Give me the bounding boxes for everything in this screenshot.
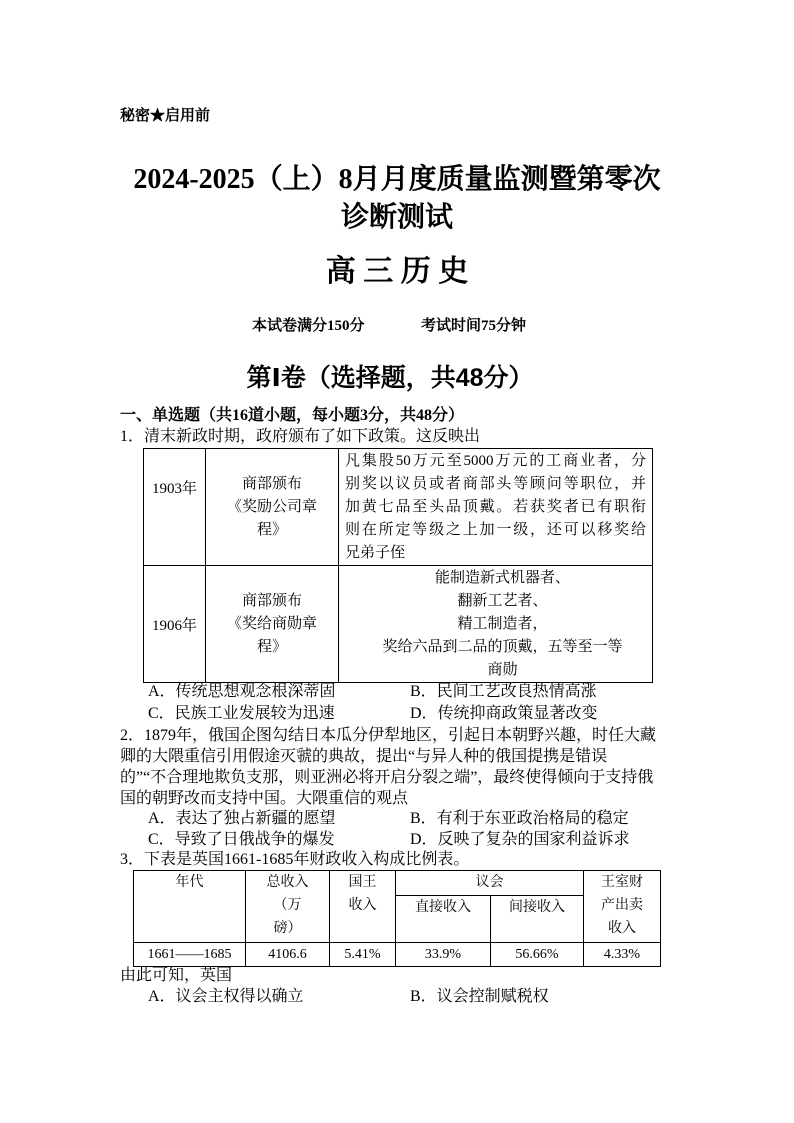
table-header-row (134, 871, 661, 896)
header-crown-sales (584, 871, 661, 943)
cell-crown-sales: 4.33% (584, 943, 661, 967)
policy-line: 商部颁布 (241, 592, 302, 609)
q1-option-a: A．传统思想观念根深蒂固 (148, 683, 336, 700)
q2-option-d: D．反映了复杂的国家利益诉求 (410, 831, 630, 848)
table-row (144, 449, 653, 566)
section-title: 第Ⅰ卷（选择题，共48分） (246, 364, 534, 392)
q2-option-b: B．有利于东亚政治格局的稳定 (410, 810, 629, 827)
exam-title-line-1: 2024-2025（上）8月月度质量监测暨第零次 (133, 164, 661, 195)
policy-cell (206, 449, 339, 566)
cell-total: 4106.6 (246, 943, 330, 967)
q1-option-d: D．传统抑商政策显著改变 (410, 705, 598, 722)
q2-option-a: A．表达了独占新疆的愿望 (148, 810, 336, 827)
content-line: 则在所定等级之上加一级，还可以移奖给 (345, 521, 646, 538)
header-line: 总收入 (266, 875, 309, 890)
full-score-info: 本试卷满分150分 (252, 318, 365, 334)
header-line: 王室财 (601, 875, 643, 890)
content-line: 凡集股50万元至5000万元的工商业者，分 (345, 452, 646, 469)
header-king (330, 871, 396, 943)
table-row (144, 566, 653, 683)
year-cell (144, 566, 206, 683)
q1-option-c: C．民族工业发展较为迅速 (148, 705, 335, 722)
content-line: 别奖以议员或者商部头等顾问等职位，并 (345, 475, 646, 492)
revenue-table (133, 870, 661, 967)
content-cell (339, 449, 653, 566)
header-line: 收入 (348, 898, 377, 913)
policy-line: 商部颁布 (241, 475, 302, 492)
header-line: 收入 (608, 921, 636, 936)
table-row (134, 943, 661, 967)
header-line: 磅） (273, 921, 302, 936)
content-line: 能制造新式机器者、 (434, 569, 570, 586)
header-line: （万 (273, 898, 302, 913)
content-line: 翻新工艺者、 (457, 592, 548, 609)
year-text: 1906年 (151, 617, 197, 634)
part-heading: 一、单选题（共16道小题，每小题3分，共48分） (120, 407, 465, 424)
year-cell (144, 449, 206, 566)
q1-option-b: B．民间工艺改良热情高涨 (410, 683, 597, 700)
q3-option-a: A．议会主权得以确立 (148, 988, 304, 1005)
header-line: 国王 (348, 875, 377, 890)
header-indirect: 间接收入 (491, 896, 584, 943)
confidential-mark: 秘密★启用前 (120, 108, 211, 124)
policy-line: 程》 (256, 521, 287, 538)
policy-line: 《奖励公司章 (226, 498, 317, 515)
cell-indirect: 56.66% (491, 943, 584, 967)
cell-period: 1661——1685 (134, 943, 246, 967)
content-line: 加黄七品至头品顶戴。若获奖者已有职衔 (345, 498, 646, 515)
question-2-stem-line: 2．1879年，俄国企图勾结日本瓜分伊犁地区，引起日本朝野兴趣，时任大藏 (120, 727, 657, 744)
header-line: 产出卖 (601, 898, 643, 913)
question-2-stem-line: 卿的大隈重信引用假途灭虢的典故，提出“与异人种的俄国提携是错误 (120, 748, 608, 765)
header-direct: 直接收入 (396, 896, 491, 943)
cell-direct: 33.9% (396, 943, 491, 967)
header-parliament: 议会 (396, 871, 584, 896)
question-2-stem-line: 的”“不合理地欺负支那，则亚洲必将开启分裂之端”，最终使得倾向于支持俄 (120, 769, 654, 786)
question-1-stem: 1．清末新政时期，政府颁布了如下政策。这反映出 (120, 428, 481, 445)
q2-option-c: C．导致了日俄战争的爆发 (148, 831, 335, 848)
header-period: 年代 (134, 871, 246, 943)
content-line: 精工制造者， (457, 615, 548, 632)
exam-title-line-2: 诊断测试 (340, 202, 453, 233)
content-line: 奖给六品到二品的顶戴，五等至一等 (382, 638, 623, 655)
policy-table (143, 448, 653, 683)
question-3-conclusion: 由此可知，英国 (120, 967, 233, 984)
policy-line: 《奖给商勋章 (226, 615, 317, 632)
policy-cell (206, 566, 339, 683)
content-line: 兄弟子侄 (345, 544, 406, 561)
content-line: 商勋 (487, 661, 518, 678)
content-cell (339, 566, 653, 683)
subject-title: 高 三 历 史 (325, 255, 469, 288)
q3-option-b: B．议会控制赋税权 (410, 988, 549, 1005)
policy-line: 程》 (256, 638, 287, 655)
question-3-stem: 3．下表是英国1661-1685年财政收入构成比例表。 (120, 851, 470, 868)
exam-time-info: 考试时间75分钟 (421, 318, 527, 334)
question-2-stem-line: 国的朝野改而支持中国。大隈重信的观点 (120, 790, 409, 807)
year-text: 1903年 (151, 480, 197, 497)
header-total (246, 871, 330, 943)
cell-king: 5.41% (330, 943, 396, 967)
